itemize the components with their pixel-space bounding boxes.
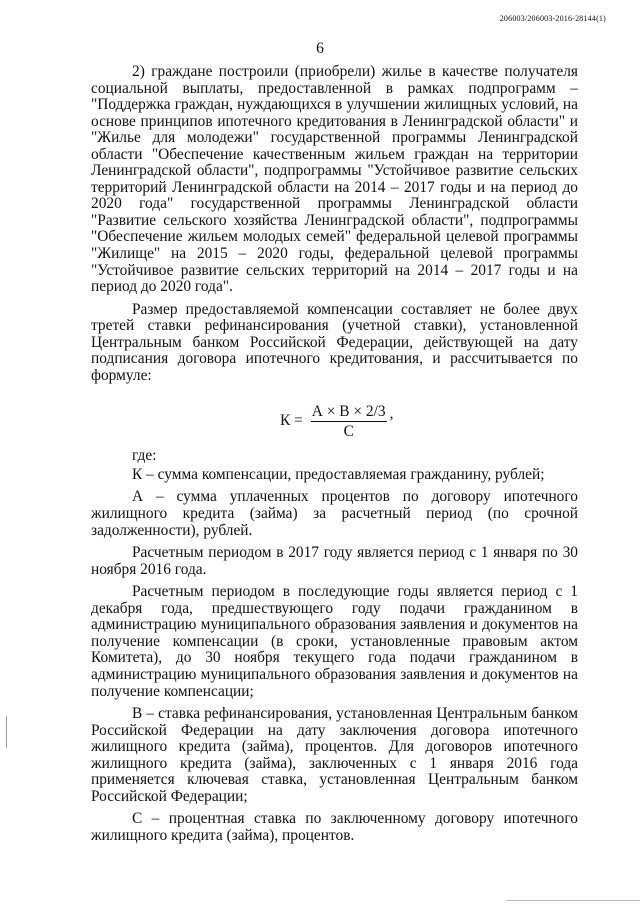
formula-denominator: С: [343, 422, 354, 440]
compensation-formula: [280, 402, 578, 440]
scan-margin-mark: [6, 716, 7, 748]
formula-numerator: А × В × 2/3: [311, 402, 386, 420]
formula-comma: ,: [389, 405, 394, 423]
definition-b: В – ставка рефинансирования, установленная Центральным банком Российской Федерации на дату заключения договора ипотечного жилищного кредита (займа), процентов. Для договоров ипотечного жилищного кредита (займа), заключенных с 1 января 2016 года применяется ключевая ставка, установленная Центральным банком Российской Федерации;: [91, 705, 578, 805]
paragraph-compensation-size: Размер предоставляемой компенсации составляет не более двух третей ставки рефинансирования (учетной ставки), установленной Центральным банком Российской Федерации, действующей на дату подписания договора ипотечного кредитования, и рассчитывается по формуле:: [91, 300, 578, 384]
definition-k: К – сумма компенсации, предоставляемая гражданину, рублей;: [132, 465, 545, 483]
paragraph-item-2: 2) граждане построили (приобрели) жилье в качестве получателя социальной выплаты, предоставленной в рамках подпрограмм – "Поддержка граждан, нуждающихся в улучшении жилищных условий, на основе принципов ипотечного кредитования в Ленинградской области" и "Жилье для молодежи" государственной программы Ленинградской области "Обеспечение качественным жильем граждан на территории Ленинградской области", подпрограммы "Устойчивое развитие сельских территорий Ленинградской области на 2014 – 2017 годы и на период до 2020 года" государственной программы Ленинградской области "Развитие сельского хозяйства Ленинградской области", подпрограммы "Обеспечение жильем молодых семей" федеральной целевой программы "Жилище" на 2015 – 2020 годы, федеральной целевой программы "Устойчивое развитие сельских территорий на 2014 – 2017 годы и на период до 2020 года".: [91, 63, 578, 296]
where-label: где:: [132, 447, 157, 465]
formula-lhs: К =: [280, 412, 303, 430]
document-id: 206003/206003-2016-28144(1): [499, 14, 606, 23]
definition-period-following-years: Расчетным периодом в последующие годы является период с 1 декабря года, предшествующего году подачи гражданином в администрацию муниципального образования заявления и документов на получение компенсации (в сроки, установленные правовым актом Комитета), до 30 ноября текущего года подачи гражданином в администрацию муниципального образования заявления и документов на получение компенсации;: [91, 583, 578, 700]
scan-edge-line: [506, 900, 640, 901]
formula-fraction: [311, 403, 387, 440]
definition-period-2017: Расчетным периодом в 2017 году является период с 1 января по 30 ноября 2016 года.: [91, 544, 578, 578]
definition-a: А – сумма уплаченных процентов по договору ипотечного жилищного кредита (займа) за расчетный период (по срочной задолженности), рублей.: [91, 488, 578, 539]
definition-c: С – процентная ставка по заключенному договору ипотечного жилищного кредита (займа), процентов.: [91, 810, 578, 844]
page-number: 6: [316, 40, 324, 57]
document-body: [91, 64, 578, 850]
